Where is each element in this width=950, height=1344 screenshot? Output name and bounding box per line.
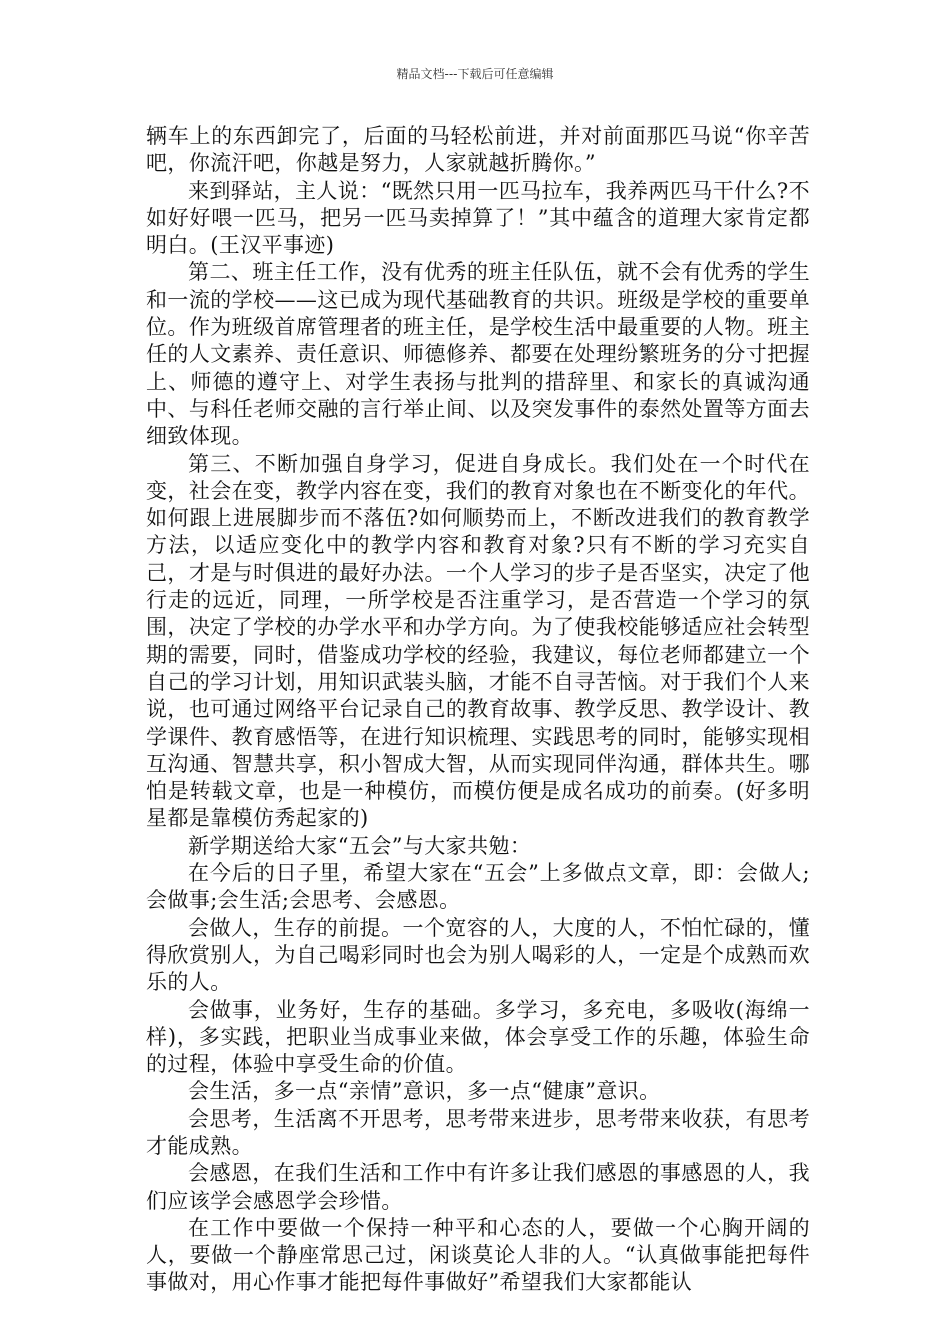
paragraph: 会生活，多一点“亲情”意识，多一点“健康”意识。 — [188, 1079, 661, 1104]
paragraph: 会感恩，在我们生活和工作中有许多让我们感恩的事感恩的人，我们应该学会感恩学会珍惜。 — [146, 1161, 810, 1213]
document-body — [146, 123, 810, 1297]
paragraph: 第三、不断加强自身学习，促进自身成长。我们处在一个时代在变，社会在变，教学内容在变，我们的教育对象也在不断变化的年代。如何跟上进展脚步而不落伍?如何顺势而上，不断改进我们的教育教学方法，以适应变化中的教学内容和教育对象?只有不断的学习充实自己，才是与时俱进的最好办法。一个人学习的步子是否坚实，决定了他行走的远近，同理，一所学校是否注重学习，是否营造一个学习的氛围，决定了学校的办学水平和办学方向。为了使我校能够适应社会转型期的需要，同时，借鉴成功学校的经验，我建议，每位老师都建立一个自己的学习计划，用知识武装头脑，才能不自寻苦恼。对于我们个人来说，也可通过网络平台记录自己的教育故事、教学反思、教学设计、教学课件、教育感悟等，在进行知识梳理、实践思考的同时，能够实现相互沟通、智慧共享，积小智成大智，从而实现同伴沟通，群体共生。哪怕是转载文章，也是一种模仿，而模仿便是成名成功的前奏。(好多明星都是靠模仿秀起家的) — [146, 451, 810, 831]
paragraph: 辆车上的东西卸完了，后面的马轻松前进，并对前面那匹马说“你辛苦吧，你流汗吧，你越是努力，人家就越折腾你。” — [146, 124, 810, 176]
paragraph: 会思考，生活离不开思考，思考带来进步，思考带来收获，有思考才能成熟。 — [146, 1106, 810, 1158]
paragraph: 会做人，生存的前提。一个宽容的人，大度的人，不怕忙碌的，懂得欣赏别人，为自己喝彩同时也会为别人喝彩的人，一定是个成熟而欢乐的人。 — [146, 915, 810, 995]
paragraph: 在今后的日子里，希望大家在“五会”上多做点文章，即：会做人;会做事;会生活;会思考、会感恩。 — [146, 861, 810, 913]
page-header: 精品文档---下载后可任意编辑 — [396, 67, 554, 81]
paragraph: 来到驿站，主人说：“既然只用一匹马拉车，我养两匹马干什么?不如好好喂一匹马，把另一匹马卖掉算了！”其中蕴含的道理大家肯定都明白。(王汉平事迹) — [146, 178, 810, 258]
paragraph: 会做事，业务好，生存的基础。多学习，多充电，多吸收(海绵一样)，多实践，把职业当成事业来做，体会享受工作的乐趣，体验生命的过程，体验中享受生命的价值。 — [146, 997, 810, 1077]
paragraph: 新学期送给大家“五会”与大家共勉： — [188, 833, 532, 858]
paragraph: 在工作中要做一个保持一种平和心态的人，要做一个心胸开阔的人，要做一个静座常思己过，闲谈莫论人非的人。“认真做事能把每件事做对，用心作事才能把每件事做好”希望我们大家都能认 — [146, 1215, 810, 1295]
paragraph: 第二、班主任工作，没有优秀的班主任队伍，就不会有优秀的学生和一流的学校——这已成为现代基础教育的共识。班级是学校的重要单位。作为班级首席管理者的班主任，是学校生活中最重要的人物。班主任的人文素养、责任意识、师德修养、都要在处理纷繁班务的分寸把握上、师德的遵守上、对学生表扬与批判的措辞里、和家长的真诚沟通中、与科任老师交融的言行举止间、以及突发事件的泰然处置等方面去细致体现。 — [146, 260, 810, 449]
